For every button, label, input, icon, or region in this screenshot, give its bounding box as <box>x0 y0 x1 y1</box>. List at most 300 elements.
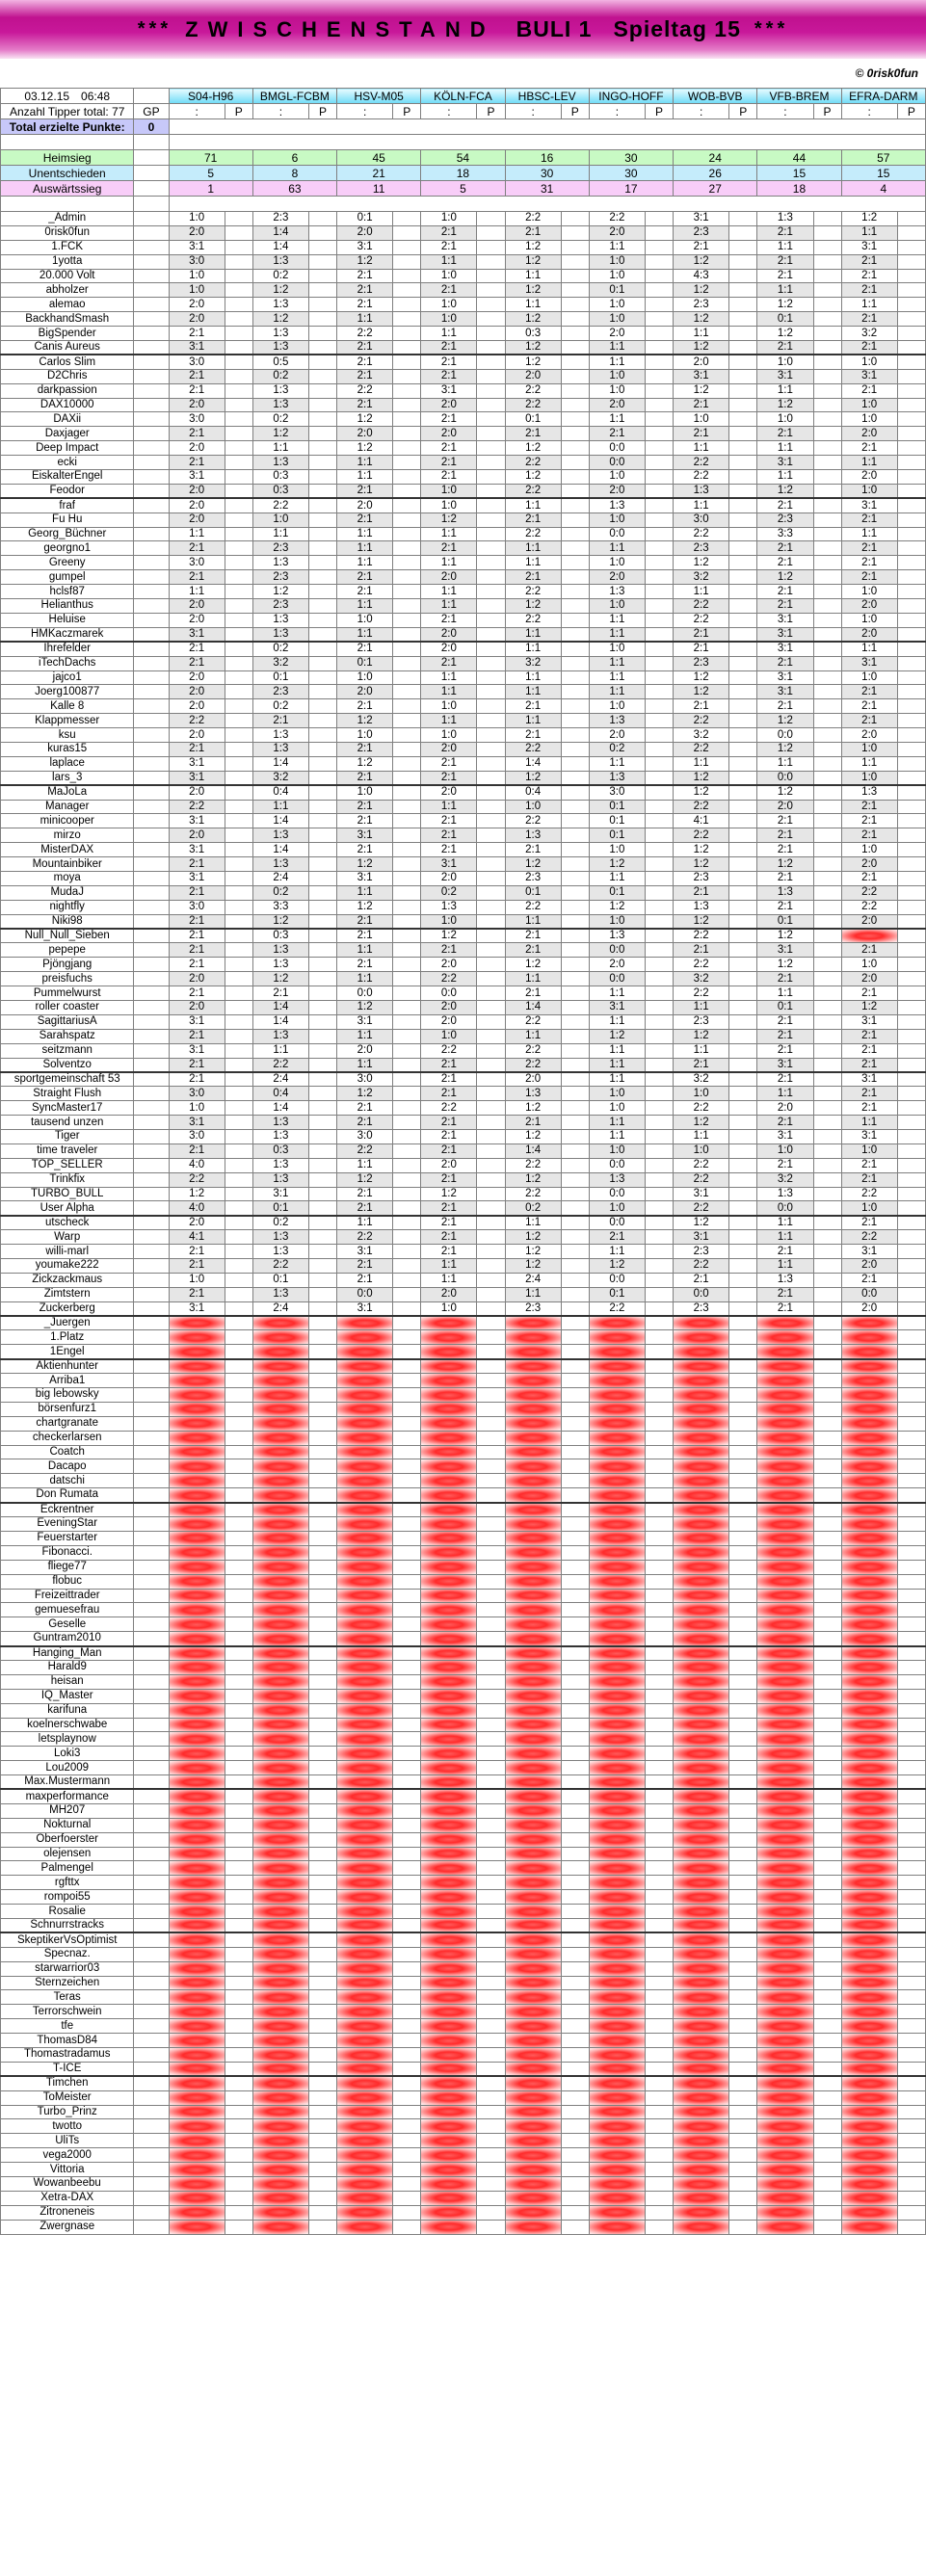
player-tip: 1:3 <box>421 900 477 914</box>
tip-missing <box>421 1431 477 1445</box>
match-header[interactable]: WOB-BVB <box>674 89 757 104</box>
player-points <box>308 1101 336 1116</box>
player-name: tausend unzen <box>1 1116 134 1130</box>
player-tip: 3:1 <box>674 1187 729 1201</box>
tip-missing <box>337 2048 393 2063</box>
player-points <box>813 2205 841 2220</box>
player-points <box>477 1316 505 1330</box>
spacer <box>169 135 925 150</box>
player-points <box>308 2034 336 2048</box>
match-header[interactable]: BMGL-FCBM <box>252 89 336 104</box>
points-header: P <box>729 104 757 119</box>
player-tip: 3:1 <box>841 1245 897 1259</box>
player-points <box>729 513 757 527</box>
tip-missing <box>169 2076 225 2090</box>
player-points <box>897 785 925 800</box>
player-tip: 3:0 <box>169 254 225 269</box>
player-name: Wowanbeebu <box>1 2177 134 2192</box>
player-points <box>645 613 673 627</box>
player-tip: 1:0 <box>841 742 897 756</box>
player-name: Georg_Büchner <box>1 527 134 541</box>
player-points <box>561 355 589 369</box>
player-gp <box>134 1459 169 1474</box>
player-tip: 3:1 <box>337 828 393 843</box>
player-name: georgno1 <box>1 541 134 556</box>
player-points <box>308 1789 336 1803</box>
player-tip: 0:0 <box>589 1273 645 1287</box>
tip-missing <box>757 1660 813 1674</box>
tip-missing <box>337 1589 393 1603</box>
tip-missing <box>505 1359 561 1374</box>
player-tip: 2:2 <box>337 327 393 341</box>
player-tip: 4:1 <box>674 814 729 828</box>
player-tip: 2:0 <box>589 484 645 498</box>
tip-missing <box>589 1732 645 1747</box>
player-points <box>225 814 252 828</box>
player-gp <box>134 1632 169 1646</box>
player-tip: 2:1 <box>337 398 393 412</box>
player-points <box>897 283 925 298</box>
player-points <box>897 1014 925 1029</box>
player-points <box>897 1316 925 1330</box>
match-header[interactable]: HBSC-LEV <box>505 89 589 104</box>
player-points <box>225 1632 252 1646</box>
player-tip: 2:1 <box>169 929 225 943</box>
player-tip: 1:1 <box>589 1072 645 1087</box>
player-points <box>308 1172 336 1187</box>
player-tip: 1:1 <box>421 800 477 814</box>
player-tip: 2:1 <box>337 771 393 785</box>
player-tip: 2:2 <box>841 1187 897 1201</box>
player-name: Straight Flush <box>1 1087 134 1101</box>
player-points <box>393 327 421 341</box>
player-tip: 2:2 <box>674 527 729 541</box>
player-points <box>561 2019 589 2034</box>
player-points <box>561 2119 589 2134</box>
player-points <box>897 1158 925 1172</box>
tip-missing <box>674 1890 729 1905</box>
player-points <box>897 1861 925 1876</box>
player-gp <box>134 1431 169 1445</box>
tip-missing <box>505 2034 561 2048</box>
player-tip: 1:4 <box>252 1000 308 1014</box>
player-points <box>393 1732 421 1747</box>
tip-missing <box>841 2048 897 2063</box>
player-points <box>477 484 505 498</box>
player-points <box>393 742 421 756</box>
player-points <box>645 2177 673 2192</box>
player-points <box>645 1531 673 1545</box>
player-tip: 1:3 <box>252 298 308 312</box>
player-name: HMKaczmarek <box>1 627 134 642</box>
player-tip: 1:2 <box>505 355 561 369</box>
tip-missing <box>252 1703 308 1718</box>
player-points <box>393 1674 421 1689</box>
tip-missing <box>589 1990 645 2005</box>
player-points <box>813 756 841 771</box>
player-points <box>477 1287 505 1301</box>
tip-missing <box>421 2163 477 2177</box>
player-points <box>729 254 757 269</box>
match-header[interactable]: INGO-HOFF <box>589 89 673 104</box>
player-points <box>477 828 505 843</box>
player-tip: 3:0 <box>169 412 225 427</box>
player-gp <box>134 2105 169 2119</box>
player-gp <box>134 1646 169 1661</box>
player-points <box>225 843 252 857</box>
tip-missing <box>505 1818 561 1832</box>
player-points <box>225 756 252 771</box>
player-points <box>308 1216 336 1230</box>
tip-missing <box>757 1531 813 1545</box>
player-points <box>225 585 252 599</box>
tip-missing <box>252 1861 308 1876</box>
player-name: Sternzeichen <box>1 1976 134 1990</box>
tip-missing <box>841 1402 897 1416</box>
player-tip: 1:0 <box>589 1143 645 1158</box>
player-points <box>393 1374 421 1388</box>
player-tip: 1:2 <box>421 513 477 527</box>
player-points <box>645 1216 673 1230</box>
tip-missing <box>757 2034 813 2048</box>
tip-missing <box>841 1718 897 1732</box>
table-row <box>1 1689 926 1703</box>
tip-missing <box>169 1876 225 1890</box>
tip-missing <box>252 1359 308 1374</box>
stat-value: 6 <box>252 150 336 166</box>
player-points <box>645 1747 673 1761</box>
tip-missing <box>421 1976 477 1990</box>
tip-missing <box>757 1431 813 1445</box>
tip-missing <box>252 1531 308 1545</box>
player-gp <box>134 1402 169 1416</box>
player-points <box>729 1187 757 1201</box>
player-points <box>308 1301 336 1316</box>
tip-missing <box>252 1890 308 1905</box>
player-points <box>225 312 252 327</box>
player-points <box>897 2105 925 2119</box>
player-points <box>645 1029 673 1043</box>
player-points <box>393 1832 421 1847</box>
match-header[interactable]: EFRA-DARM <box>841 89 925 104</box>
player-points <box>225 1359 252 1374</box>
player-tip: 2:1 <box>589 1230 645 1245</box>
player-tip: 2:1 <box>757 1301 813 1316</box>
player-points <box>645 225 673 240</box>
player-points <box>308 2177 336 2192</box>
player-points <box>813 341 841 355</box>
tip-missing <box>421 1574 477 1589</box>
tip-missing <box>252 1818 308 1832</box>
tip-missing <box>757 1617 813 1632</box>
player-points <box>225 1674 252 1689</box>
player-tip: 1:1 <box>589 756 645 771</box>
tip-missing <box>589 1703 645 1718</box>
player-points <box>308 2019 336 2034</box>
player-gp <box>134 1172 169 1187</box>
player-points <box>645 828 673 843</box>
player-points <box>225 240 252 254</box>
player-tip: 1:1 <box>337 1058 393 1072</box>
player-points <box>225 1775 252 1790</box>
player-tip: 0:1 <box>505 885 561 900</box>
player-name: Dacapo <box>1 1459 134 1474</box>
player-tip: 1:0 <box>589 599 645 614</box>
tip-missing <box>589 2148 645 2163</box>
table-row <box>1 714 926 728</box>
player-name: time traveler <box>1 1143 134 1158</box>
tip-missing <box>589 2019 645 2034</box>
player-tip: 2:1 <box>337 355 393 369</box>
player-points <box>561 1847 589 1861</box>
player-tip: 1:2 <box>674 785 729 800</box>
tip-missing <box>589 2177 645 2192</box>
player-points <box>645 2034 673 2048</box>
tip-missing <box>421 2134 477 2148</box>
player-points <box>729 1947 757 1961</box>
player-tip: 1:2 <box>505 441 561 456</box>
player-points <box>645 527 673 541</box>
match-header[interactable]: S04-H96 <box>169 89 252 104</box>
player-tip: 2:0 <box>421 1000 477 1014</box>
player-points <box>897 843 925 857</box>
player-points <box>729 785 757 800</box>
player-points <box>393 1445 421 1459</box>
player-points <box>729 412 757 427</box>
player-tip: 2:1 <box>421 1087 477 1101</box>
player-name: EveningStar <box>1 1517 134 1532</box>
table-row <box>1 1947 926 1961</box>
player-tip: 2:1 <box>169 656 225 670</box>
player-points <box>729 1632 757 1646</box>
tip-missing <box>505 1847 561 1861</box>
player-points <box>308 1259 336 1274</box>
player-tip: 2:1 <box>841 570 897 585</box>
player-tip: 2:1 <box>337 513 393 527</box>
player-name: 1Engel <box>1 1345 134 1359</box>
player-points <box>561 1416 589 1431</box>
player-points <box>308 1775 336 1790</box>
player-points <box>897 972 925 986</box>
tip-missing <box>252 1445 308 1459</box>
player-gp <box>134 2119 169 2134</box>
player-points <box>897 2177 925 2192</box>
player-gp <box>134 1216 169 1230</box>
player-points <box>561 1000 589 1014</box>
player-tip: 2:1 <box>505 513 561 527</box>
tip-missing <box>169 2134 225 2148</box>
tip-missing <box>421 1703 477 1718</box>
player-points <box>645 958 673 972</box>
table-row <box>1 1416 926 1431</box>
tip-missing <box>169 1932 225 1947</box>
player-tip: 2:1 <box>252 986 308 1001</box>
player-points <box>813 1087 841 1101</box>
stat-value: 30 <box>589 166 673 181</box>
player-tip: 1:1 <box>505 670 561 685</box>
player-points <box>813 283 841 298</box>
player-tip: 1:1 <box>674 498 729 513</box>
player-tip: 2:1 <box>421 412 477 427</box>
table-row <box>1 2005 926 2019</box>
table-row <box>1 1216 926 1230</box>
player-points <box>897 1689 925 1703</box>
player-points <box>477 800 505 814</box>
player-points <box>225 1890 252 1905</box>
player-gp <box>134 1689 169 1703</box>
tip-missing <box>421 2034 477 2048</box>
player-points <box>393 225 421 240</box>
player-tip: 1:2 <box>505 771 561 785</box>
tip-missing <box>841 1905 897 1919</box>
tip-missing <box>841 1603 897 1617</box>
table-row <box>1 1832 926 1847</box>
player-points <box>729 2034 757 2048</box>
player-tip: 2:1 <box>421 613 477 627</box>
player-gp <box>134 1560 169 1574</box>
player-points <box>561 412 589 427</box>
player-points <box>729 2148 757 2163</box>
player-points <box>897 1072 925 1087</box>
tip-missing <box>169 1905 225 1919</box>
player-tip: 2:2 <box>505 212 561 226</box>
player-tip: 0:0 <box>841 1287 897 1301</box>
player-points <box>561 843 589 857</box>
player-points <box>477 240 505 254</box>
tip-missing <box>674 1847 729 1861</box>
tip-missing <box>337 2034 393 2048</box>
player-points <box>477 327 505 341</box>
player-points <box>729 599 757 614</box>
table-row <box>1 1560 926 1574</box>
player-tip: 1:2 <box>589 1029 645 1043</box>
player-gp <box>134 1789 169 1803</box>
player-points <box>477 341 505 355</box>
player-points <box>645 2048 673 2063</box>
player-points <box>897 914 925 929</box>
player-points <box>729 2062 757 2076</box>
player-name: Oberfoerster <box>1 1832 134 1847</box>
player-points <box>561 1761 589 1775</box>
tip-missing <box>169 1388 225 1403</box>
tip-missing <box>674 2019 729 2034</box>
player-tip: 1:1 <box>337 943 393 958</box>
match-header[interactable]: KÖLN-FCA <box>421 89 505 104</box>
tip-missing <box>252 2205 308 2220</box>
player-name: Thomastradamus <box>1 2048 134 2063</box>
player-points <box>729 1789 757 1803</box>
table-row <box>1 1803 926 1818</box>
player-points <box>308 1029 336 1043</box>
player-tip: 2:1 <box>337 1187 393 1201</box>
player-tip: 2:3 <box>252 685 308 699</box>
player-tip: 1:3 <box>252 1116 308 1130</box>
player-gp <box>134 327 169 341</box>
table-row <box>1 1388 926 1403</box>
player-points <box>308 2191 336 2205</box>
player-points <box>645 728 673 743</box>
table-row <box>1 1402 926 1416</box>
player-tip: 0:0 <box>589 527 645 541</box>
player-points <box>813 613 841 627</box>
player-points <box>308 1818 336 1832</box>
table-row <box>1 1245 926 1259</box>
player-points <box>897 1259 925 1274</box>
player-tip: 3:1 <box>841 656 897 670</box>
player-tip: 2:0 <box>841 728 897 743</box>
player-tip: 2:0 <box>757 1101 813 1116</box>
player-name: Max.Mustermann <box>1 1775 134 1790</box>
points-header: P <box>225 104 252 119</box>
player-points <box>393 771 421 785</box>
player-tip: 0:0 <box>589 943 645 958</box>
tip-missing <box>421 1861 477 1876</box>
player-points <box>561 1216 589 1230</box>
player-gp <box>134 2034 169 2048</box>
player-name: Zitroneneis <box>1 2205 134 2220</box>
player-tip: 2:4 <box>252 1301 308 1316</box>
player-gp <box>134 1330 169 1345</box>
tip-missing <box>757 1775 813 1790</box>
table-row <box>1 2119 926 2134</box>
table-row <box>1 269 926 283</box>
player-points <box>477 1947 505 1961</box>
player-points <box>897 1101 925 1116</box>
table-row <box>1 972 926 986</box>
player-tip: 2:2 <box>421 972 477 986</box>
player-points <box>813 2134 841 2148</box>
table-row <box>1 1905 926 1919</box>
player-tip: 0:0 <box>337 1287 393 1301</box>
tip-missing <box>674 2005 729 2019</box>
table-row <box>1 341 926 355</box>
player-points <box>393 1101 421 1116</box>
player-tip: 1:3 <box>757 212 813 226</box>
match-header[interactable]: VFB-BREM <box>757 89 841 104</box>
player-tip: 4:3 <box>674 269 729 283</box>
player-tip: 1:0 <box>589 383 645 398</box>
player-points <box>729 1402 757 1416</box>
player-tip: 1:2 <box>674 843 729 857</box>
player-gp <box>134 1187 169 1201</box>
tip-missing <box>674 2148 729 2163</box>
player-tip: 1:2 <box>505 599 561 614</box>
tip-missing <box>757 2148 813 2163</box>
player-points <box>645 1803 673 1818</box>
tip-missing <box>505 1316 561 1330</box>
player-tip: 2:0 <box>841 427 897 441</box>
tip-missing <box>505 1531 561 1545</box>
player-points <box>225 383 252 398</box>
match-header[interactable]: HSV-M05 <box>337 89 421 104</box>
player-points <box>645 2134 673 2148</box>
player-points <box>308 2090 336 2105</box>
player-points <box>477 1345 505 1359</box>
player-points <box>225 1503 252 1517</box>
player-tip: 2:1 <box>337 341 393 355</box>
player-points <box>308 1445 336 1459</box>
player-points <box>813 1961 841 1976</box>
player-name: Fibonacci. <box>1 1545 134 1560</box>
player-tip: 3:1 <box>757 627 813 642</box>
table-row <box>1 2105 926 2119</box>
player-tip: 1:4 <box>505 1000 561 1014</box>
tip-missing <box>674 1976 729 1990</box>
player-points <box>813 1832 841 1847</box>
tip-missing <box>757 1416 813 1431</box>
tip-missing <box>169 2105 225 2119</box>
banner-stars-right: *** <box>754 18 789 39</box>
